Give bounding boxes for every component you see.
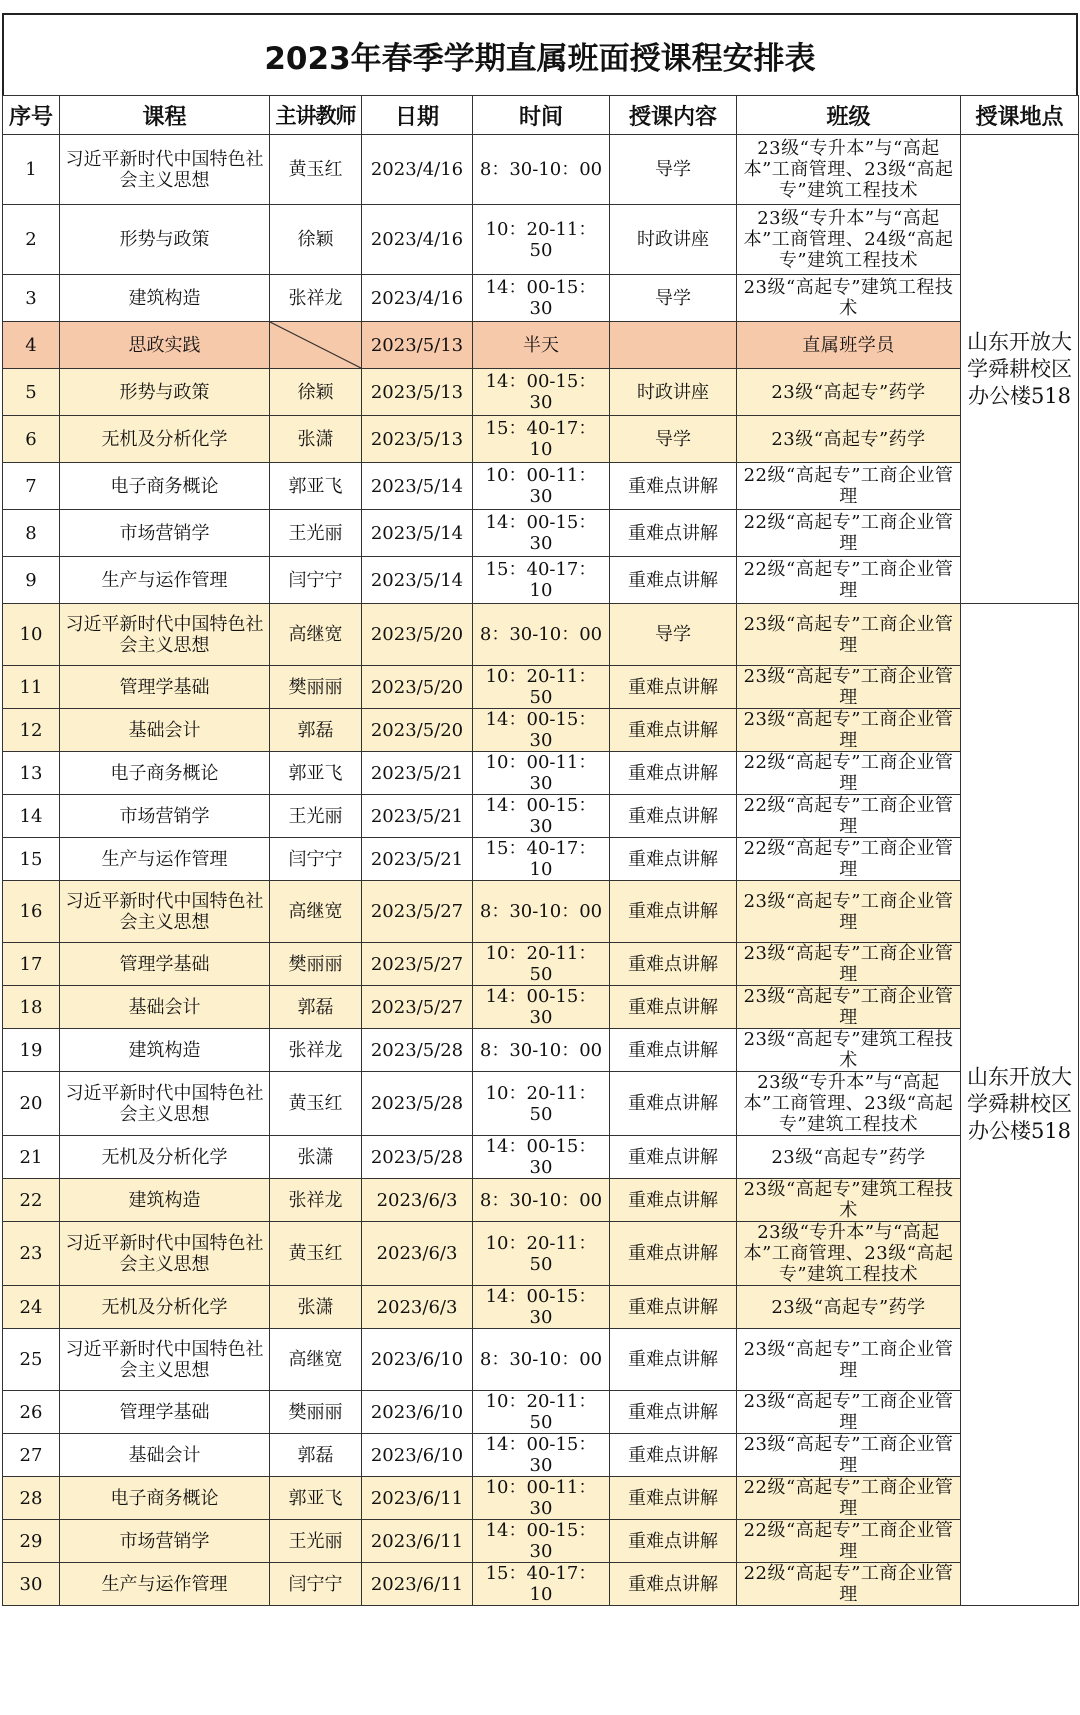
- cell-time: 10：20-11：50: [473, 943, 610, 986]
- cell-date: 2023/5/27: [362, 881, 473, 943]
- cell-no: 30: [3, 1563, 60, 1606]
- cell-content: 导学: [610, 416, 737, 463]
- cell-date: 2023/4/16: [362, 275, 473, 322]
- cell-content: 导学: [610, 275, 737, 322]
- cell-teacher: 王光丽: [270, 795, 362, 838]
- cell-class: 23级“高起专”工商企业管理: [737, 1329, 961, 1391]
- table-row: [3, 795, 1079, 838]
- cell-content: 重难点讲解: [610, 1329, 737, 1391]
- cell-time: 14：00-15：30: [473, 1520, 610, 1563]
- cell-date: 2023/5/21: [362, 795, 473, 838]
- cell-date: 2023/6/10: [362, 1391, 473, 1434]
- table-row: [3, 986, 1079, 1029]
- cell-class: 22级“高起专”工商企业管理: [737, 795, 961, 838]
- cell-no: 24: [3, 1286, 60, 1329]
- cell-course: 生产与运作管理: [60, 838, 270, 881]
- cell-time: 8：30-10：00: [473, 881, 610, 943]
- cell-time: 15：40-17：10: [473, 838, 610, 881]
- cell-teacher: 郭亚飞: [270, 752, 362, 795]
- cell-course: 基础会计: [60, 1434, 270, 1477]
- cell-time: 8：30-10：00: [473, 1179, 610, 1222]
- cell-class: 22级“高起专”工商企业管理: [737, 838, 961, 881]
- cell-no: 19: [3, 1029, 60, 1072]
- table-row: [3, 205, 1079, 275]
- cell-content: 重难点讲解: [610, 838, 737, 881]
- cell-content: 时政讲座: [610, 205, 737, 275]
- cell-date: 2023/5/28: [362, 1136, 473, 1179]
- cell-teacher: 高继宽: [270, 604, 362, 666]
- cell-teacher: 高继宽: [270, 881, 362, 943]
- cell-content: 重难点讲解: [610, 752, 737, 795]
- cell-location: 山东开放大学舜耕校区办公楼518: [961, 135, 1079, 604]
- cell-content: 重难点讲解: [610, 795, 737, 838]
- cell-class: 22级“高起专”工商企业管理: [737, 510, 961, 557]
- cell-no: 7: [3, 463, 60, 510]
- cell-time: 14：00-15：30: [473, 709, 610, 752]
- cell-class: 22级“高起专”工商企业管理: [737, 1477, 961, 1520]
- table-row: [3, 881, 1079, 943]
- cell-class: 23级“高起专”药学: [737, 1136, 961, 1179]
- cell-no: 25: [3, 1329, 60, 1391]
- table-row: [3, 604, 1079, 666]
- cell-time: 14：00-15：30: [473, 369, 610, 416]
- cell-course: 基础会计: [60, 986, 270, 1029]
- cell-content: 重难点讲解: [610, 709, 737, 752]
- table-body: [3, 135, 1079, 1606]
- header-location: 授课地点: [961, 96, 1079, 135]
- cell-no: 5: [3, 369, 60, 416]
- cell-date: 2023/5/27: [362, 943, 473, 986]
- cell-content: 重难点讲解: [610, 1563, 737, 1606]
- cell-teacher: [270, 322, 362, 369]
- cell-class: 23级“高起专”工商企业管理: [737, 1391, 961, 1434]
- cell-no: 11: [3, 666, 60, 709]
- cell-no: 22: [3, 1179, 60, 1222]
- cell-course: 电子商务概论: [60, 1477, 270, 1520]
- cell-date: 2023/6/11: [362, 1520, 473, 1563]
- table-row: [3, 1563, 1079, 1606]
- cell-teacher: 张祥龙: [270, 1029, 362, 1072]
- table-row: [3, 1222, 1079, 1286]
- table-row: [3, 1520, 1079, 1563]
- cell-content: 重难点讲解: [610, 1391, 737, 1434]
- cell-teacher: 高继宽: [270, 1329, 362, 1391]
- cell-teacher: 张潇: [270, 1136, 362, 1179]
- cell-class: 22级“高起专”工商企业管理: [737, 752, 961, 795]
- cell-course: 生产与运作管理: [60, 557, 270, 604]
- cell-no: 26: [3, 1391, 60, 1434]
- cell-date: 2023/6/11: [362, 1477, 473, 1520]
- cell-date: 2023/5/28: [362, 1029, 473, 1072]
- cell-class: 23级“高起专”工商企业管理: [737, 604, 961, 666]
- table-row: [3, 1391, 1079, 1434]
- cell-course: 形势与政策: [60, 369, 270, 416]
- cell-class: 23级“专升本”与“高起本”工商管理、23级“高起专”建筑工程技术: [737, 1072, 961, 1136]
- cell-no: 9: [3, 557, 60, 604]
- cell-course: 习近平新时代中国特色社会主义思想: [60, 1222, 270, 1286]
- header-course: 课程: [60, 96, 270, 135]
- cell-course: 形势与政策: [60, 205, 270, 275]
- cell-course: 市场营销学: [60, 1520, 270, 1563]
- cell-no: 13: [3, 752, 60, 795]
- cell-teacher: 郭亚飞: [270, 1477, 362, 1520]
- cell-no: 14: [3, 795, 60, 838]
- table-row: [3, 709, 1079, 752]
- cell-teacher: 张祥龙: [270, 1179, 362, 1222]
- cell-course: 建筑构造: [60, 275, 270, 322]
- cell-content: 重难点讲解: [610, 1072, 737, 1136]
- cell-date: 2023/6/3: [362, 1179, 473, 1222]
- cell-time: 14：00-15：30: [473, 1286, 610, 1329]
- table-row: [3, 322, 1079, 369]
- cell-content: 重难点讲解: [610, 1029, 737, 1072]
- cell-course: 习近平新时代中国特色社会主义思想: [60, 604, 270, 666]
- cell-teacher: 黄玉红: [270, 1072, 362, 1136]
- cell-course: 无机及分析化学: [60, 416, 270, 463]
- cell-time: 14：00-15：30: [473, 1434, 610, 1477]
- cell-class: 23级“专升本”与“高起本”工商管理、23级“高起专”建筑工程技术: [737, 135, 961, 205]
- cell-time: 15：40-17：10: [473, 416, 610, 463]
- cell-time: 10：20-11：50: [473, 666, 610, 709]
- cell-class: 23级“高起专”工商企业管理: [737, 666, 961, 709]
- cell-no: 15: [3, 838, 60, 881]
- cell-date: 2023/6/10: [362, 1329, 473, 1391]
- cell-no: 1: [3, 135, 60, 205]
- cell-time: 14：00-15：30: [473, 275, 610, 322]
- cell-content: 时政讲座: [610, 369, 737, 416]
- cell-date: 2023/5/14: [362, 510, 473, 557]
- cell-class: 23级“高起专”建筑工程技术: [737, 1179, 961, 1222]
- cell-teacher: 郭磊: [270, 1434, 362, 1477]
- header-time: 时间: [473, 96, 610, 135]
- cell-course: 习近平新时代中国特色社会主义思想: [60, 1329, 270, 1391]
- cell-content: 重难点讲解: [610, 463, 737, 510]
- cell-time: 10：20-11：50: [473, 1222, 610, 1286]
- cell-date: 2023/5/28: [362, 1072, 473, 1136]
- cell-date: 2023/5/21: [362, 838, 473, 881]
- cell-teacher: 樊丽丽: [270, 1391, 362, 1434]
- cell-class: 23级“高起专”工商企业管理: [737, 943, 961, 986]
- cell-class: 23级“专升本”与“高起本”工商管理、23级“高起专”建筑工程技术: [737, 1222, 961, 1286]
- cell-time: 14：00-15：30: [473, 795, 610, 838]
- cell-time: 8：30-10：00: [473, 1029, 610, 1072]
- cell-time: 8：30-10：00: [473, 604, 610, 666]
- cell-teacher: 闫宁宁: [270, 557, 362, 604]
- cell-date: 2023/5/13: [362, 416, 473, 463]
- table-row: [3, 135, 1079, 205]
- cell-time: 10：20-11：50: [473, 205, 610, 275]
- cell-time: 14：00-15：30: [473, 986, 610, 1029]
- cell-no: 8: [3, 510, 60, 557]
- cell-no: 21: [3, 1136, 60, 1179]
- cell-content: 导学: [610, 135, 737, 205]
- cell-content: 重难点讲解: [610, 1136, 737, 1179]
- cell-time: 8：30-10：00: [473, 135, 610, 205]
- cell-course: 管理学基础: [60, 666, 270, 709]
- cell-class: 22级“高起专”工商企业管理: [737, 1563, 961, 1606]
- table-row: [3, 838, 1079, 881]
- cell-teacher: 张祥龙: [270, 275, 362, 322]
- header-teacher: 主讲教师: [270, 96, 362, 135]
- cell-content: 重难点讲解: [610, 1179, 737, 1222]
- cell-course: 思政实践: [60, 322, 270, 369]
- cell-course: 市场营销学: [60, 510, 270, 557]
- table-row: [3, 1477, 1079, 1520]
- cell-no: 27: [3, 1434, 60, 1477]
- cell-date: 2023/5/13: [362, 369, 473, 416]
- cell-location: 山东开放大学舜耕校区办公楼518: [961, 604, 1079, 1606]
- cell-course: 建筑构造: [60, 1179, 270, 1222]
- cell-teacher: 樊丽丽: [270, 943, 362, 986]
- cell-class: 直属班学员: [737, 322, 961, 369]
- cell-date: 2023/5/20: [362, 709, 473, 752]
- cell-teacher: 黄玉红: [270, 1222, 362, 1286]
- cell-teacher: 王光丽: [270, 1520, 362, 1563]
- cell-content: [610, 322, 737, 369]
- cell-time: 15：40-17：10: [473, 557, 610, 604]
- cell-date: 2023/4/16: [362, 135, 473, 205]
- cell-no: 2: [3, 205, 60, 275]
- cell-course: 电子商务概论: [60, 752, 270, 795]
- cell-date: 2023/5/13: [362, 322, 473, 369]
- cell-class: 23级“专升本”与“高起本”工商管理、24级“高起专”建筑工程技术: [737, 205, 961, 275]
- cell-no: 4: [3, 322, 60, 369]
- cell-content: 重难点讲解: [610, 666, 737, 709]
- cell-course: 管理学基础: [60, 943, 270, 986]
- cell-time: 8：30-10：00: [473, 1329, 610, 1391]
- cell-course: 基础会计: [60, 709, 270, 752]
- cell-class: 23级“高起专”工商企业管理: [737, 986, 961, 1029]
- cell-no: 20: [3, 1072, 60, 1136]
- cell-content: 重难点讲解: [610, 986, 737, 1029]
- cell-content: 重难点讲解: [610, 943, 737, 986]
- cell-time: 10：20-11：50: [473, 1072, 610, 1136]
- cell-content: 重难点讲解: [610, 881, 737, 943]
- header-class: 班级: [737, 96, 961, 135]
- cell-no: 29: [3, 1520, 60, 1563]
- cell-date: 2023/5/14: [362, 463, 473, 510]
- cell-content: 重难点讲解: [610, 1434, 737, 1477]
- cell-course: 管理学基础: [60, 1391, 270, 1434]
- cell-no: 10: [3, 604, 60, 666]
- cell-time: 14：00-15：30: [473, 510, 610, 557]
- cell-content: 重难点讲解: [610, 1520, 737, 1563]
- header-no: 序号: [3, 96, 60, 135]
- cell-time: 15：40-17：10: [473, 1563, 610, 1606]
- diagonal-slash-icon: [270, 322, 361, 368]
- cell-no: 28: [3, 1477, 60, 1520]
- cell-date: 2023/5/20: [362, 604, 473, 666]
- cell-content: 导学: [610, 604, 737, 666]
- cell-no: 12: [3, 709, 60, 752]
- page-title: 2023年春季学期直属班面授课程安排表: [2, 13, 1078, 95]
- cell-class: 22级“高起专”工商企业管理: [737, 1520, 961, 1563]
- cell-date: 2023/5/14: [362, 557, 473, 604]
- table-row: [3, 943, 1079, 986]
- cell-time: 10：00-11：30: [473, 752, 610, 795]
- cell-course: 电子商务概论: [60, 463, 270, 510]
- header-content: 授课内容: [610, 96, 737, 135]
- cell-date: 2023/6/10: [362, 1434, 473, 1477]
- cell-time: 10：00-11：30: [473, 463, 610, 510]
- cell-course: 习近平新时代中国特色社会主义思想: [60, 1072, 270, 1136]
- table-row: [3, 1136, 1079, 1179]
- table-row: [3, 666, 1079, 709]
- cell-no: 3: [3, 275, 60, 322]
- cell-class: 23级“高起专”药学: [737, 416, 961, 463]
- cell-no: 18: [3, 986, 60, 1029]
- cell-class: 23级“高起专”建筑工程技术: [737, 275, 961, 322]
- cell-no: 23: [3, 1222, 60, 1286]
- table-row: [3, 275, 1079, 322]
- header-date: 日期: [362, 96, 473, 135]
- cell-teacher: 樊丽丽: [270, 666, 362, 709]
- cell-course: 生产与运作管理: [60, 1563, 270, 1606]
- cell-content: 重难点讲解: [610, 510, 737, 557]
- cell-time: 半天: [473, 322, 610, 369]
- cell-teacher: 闫宁宁: [270, 1563, 362, 1606]
- cell-content: 重难点讲解: [610, 557, 737, 604]
- cell-date: 2023/5/21: [362, 752, 473, 795]
- cell-date: 2023/6/11: [362, 1563, 473, 1606]
- cell-teacher: 闫宁宁: [270, 838, 362, 881]
- cell-class: 22级“高起专”工商企业管理: [737, 557, 961, 604]
- table-row: [3, 1179, 1079, 1222]
- cell-teacher: 黄玉红: [270, 135, 362, 205]
- schedule-table: [2, 95, 1079, 1606]
- table-row: [3, 557, 1079, 604]
- table-row: [3, 1329, 1079, 1391]
- cell-class: 23级“高起专”药学: [737, 1286, 961, 1329]
- cell-content: 重难点讲解: [610, 1477, 737, 1520]
- cell-time: 10：00-11：30: [473, 1477, 610, 1520]
- table-row: [3, 463, 1079, 510]
- cell-date: 2023/5/27: [362, 986, 473, 1029]
- cell-course: 市场营销学: [60, 795, 270, 838]
- cell-class: 23级“高起专”工商企业管理: [737, 1434, 961, 1477]
- table-row: [3, 510, 1079, 557]
- table-row: [3, 752, 1079, 795]
- cell-teacher: 王光丽: [270, 510, 362, 557]
- cell-teacher: 徐颖: [270, 369, 362, 416]
- table-row: [3, 416, 1079, 463]
- cell-course: 无机及分析化学: [60, 1286, 270, 1329]
- cell-teacher: 郭亚飞: [270, 463, 362, 510]
- cell-teacher: 张潇: [270, 416, 362, 463]
- cell-time: 14：00-15：30: [473, 1136, 610, 1179]
- header-row: [3, 96, 1079, 135]
- cell-course: 习近平新时代中国特色社会主义思想: [60, 135, 270, 205]
- cell-date: 2023/5/20: [362, 666, 473, 709]
- cell-date: 2023/6/3: [362, 1222, 473, 1286]
- cell-class: 23级“高起专”药学: [737, 369, 961, 416]
- cell-class: 23级“高起专”工商企业管理: [737, 709, 961, 752]
- cell-no: 16: [3, 881, 60, 943]
- cell-date: 2023/4/16: [362, 205, 473, 275]
- cell-date: 2023/6/3: [362, 1286, 473, 1329]
- cell-content: 重难点讲解: [610, 1222, 737, 1286]
- cell-teacher: 郭磊: [270, 709, 362, 752]
- cell-class: 23级“高起专”建筑工程技术: [737, 1029, 961, 1072]
- cell-time: 10：20-11：50: [473, 1391, 610, 1434]
- cell-content: 重难点讲解: [610, 1286, 737, 1329]
- table-row: [3, 369, 1079, 416]
- cell-teacher: 郭磊: [270, 986, 362, 1029]
- cell-course: 无机及分析化学: [60, 1136, 270, 1179]
- cell-course: 建筑构造: [60, 1029, 270, 1072]
- table-row: [3, 1029, 1079, 1072]
- cell-no: 6: [3, 416, 60, 463]
- table-row: [3, 1434, 1079, 1477]
- cell-class: 22级“高起专”工商企业管理: [737, 463, 961, 510]
- cell-teacher: 张潇: [270, 1286, 362, 1329]
- cell-no: 17: [3, 943, 60, 986]
- cell-course: 习近平新时代中国特色社会主义思想: [60, 881, 270, 943]
- cell-teacher: 徐颖: [270, 205, 362, 275]
- table-row: [3, 1072, 1079, 1136]
- table-row: [3, 1286, 1079, 1329]
- cell-class: 23级“高起专”工商企业管理: [737, 881, 961, 943]
